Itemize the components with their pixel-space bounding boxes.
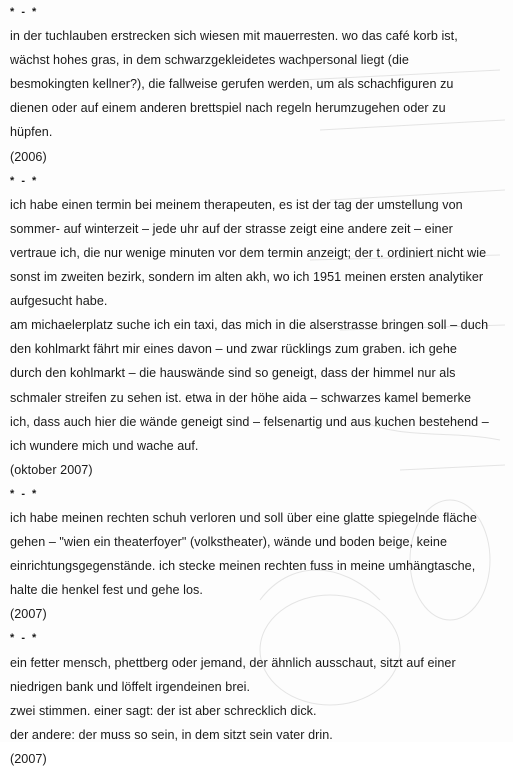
entry-4 xyxy=(10,626,510,771)
entry-date: (oktober 2007) xyxy=(10,462,93,477)
entry-2 xyxy=(10,169,510,482)
separator: * - * xyxy=(10,487,39,500)
text-line: ich habe meinen rechten schuh verloren und soll über eine glatte spiegelnde fläche xyxy=(10,510,477,525)
text-line: vertraue ich, die nur wenige minuten vor dem termin anzeigt; der t. ordiniert nicht wie xyxy=(10,245,487,260)
separator: * - * xyxy=(10,174,39,187)
text-line: sonst im zweiten bezirk, sondern im alten akh, wo ich 1951 meinen ersten analytiker xyxy=(10,270,484,285)
text-line: ich habe einen termin bei meinem therapeuten, es ist der tag der umstellung von xyxy=(10,197,463,212)
text-line: durch den kohlmarkt – die hauswände sind so geneigt, dass der himmel nur als xyxy=(10,366,456,381)
entry-date: (2007) xyxy=(10,751,47,766)
text-line: hüpfen. xyxy=(10,125,53,140)
entry-date: (2006) xyxy=(10,149,47,164)
text-line: besmokingten kellner?), die fallweise gerufen werden, um als schachfiguren zu xyxy=(10,77,454,92)
text-line: ein fetter mensch, phettberg oder jemand, der ähnlich ausschaut, sitzt auf einer xyxy=(10,655,456,670)
separator: * - * xyxy=(10,632,39,645)
separator: * - * xyxy=(10,6,39,18)
text-line: gehen – "wien ein theaterfoyer" (volkstheater), wände und boden beige, keine xyxy=(10,535,448,550)
text-line: am michaelerplatz suche ich ein taxi, das mich in die alserstrasse bringen soll – duch xyxy=(10,318,489,333)
text-line: schmaler streifen zu sehen ist. etwa in der höhe aida – schwarzes kamel bemerke xyxy=(10,390,472,405)
text-line: niedrigen bank und löffelt irgendeinen brei. xyxy=(10,679,251,694)
entry-1 xyxy=(10,0,510,169)
text-line: zwei stimmen. einer sagt: der ist aber schrecklich dick. xyxy=(10,703,317,718)
text-line: der andere: der muss so sein, in dem sitzt sein vater drin. xyxy=(10,727,333,742)
text-line: wächst hohes gras, in dem schwarzgekleidetes wachpersonal liegt (die xyxy=(10,53,409,68)
text-line: in der tuchlauben erstrecken sich wiesen mit mauerresten. wo das café korb ist, xyxy=(10,29,458,44)
document-text xyxy=(10,0,510,771)
entry-3 xyxy=(10,482,510,627)
text-line: einrichtungsgegenstände. ich stecke meinen rechten fuss in meine umhängtasche, xyxy=(10,559,476,574)
text-line: ich, dass auch hier die wände geneigt sind – felsenartig und aus kuchen bestehend – xyxy=(10,414,489,429)
text-line: den kohlmarkt fährt mir eines davon – und zwar rücklings zum graben. ich gehe xyxy=(10,342,457,357)
text-line: sommer- auf winterzeit – jede uhr auf der strasse zeigt eine andere zeit – einer xyxy=(10,221,453,236)
text-line: dienen oder auf einem anderen brettspiel nach regeln herumzugehen oder zu xyxy=(10,101,446,116)
text-line: aufgesucht habe. xyxy=(10,294,108,309)
text-line: halte die henkel fest und gehe los. xyxy=(10,583,203,598)
entry-date: (2007) xyxy=(10,607,47,622)
text-line: ich wundere mich und wache auf. xyxy=(10,438,199,453)
